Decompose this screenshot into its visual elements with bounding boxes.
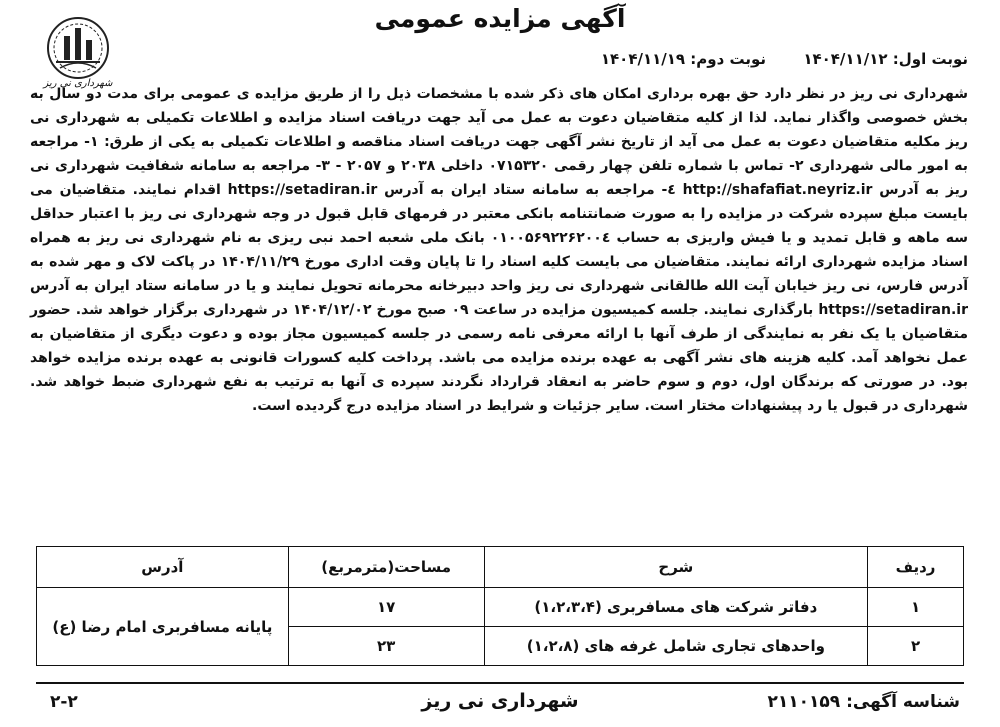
row-number: ۱: [868, 588, 964, 627]
row-address: پایانه مسافربری امام رضا (ع): [37, 588, 289, 666]
page-title: آگهی مزایده عمومی: [374, 4, 626, 33]
notice-paragraph: شهرداری نی ریز در نظر دارد حق بهره برداری امکان های ذکر شده با مشخصات ذیل را از طریق مزایده ی عمومی برای مدت دو سال به بخش خصوصی واگذار نماید. لذا از کلیه متقاضیان دعوت به عمل می آید جهت دریافت اسناد مزایده و اطلاعات تکمیلی به شهرداری نی ریز مکلیه متقاضیان دعوت به عمل می آید از تاریخ نشر آگهی جهت دریافت اسناد مناقصه و اطلاعات تکمیلی به یکی از طرق: ۱- مراجعه به امور مالی شهرداری ۲- تماس با شماره تلفن چهار رقمی ۰۷۱۵۳۲۰ داخلی ۲۰۳۸ و ۲۰۵۷ - ۳- مراجعه به سامانه شفافیت شهرداری نی ریز به آدرس http://shafafiat.neyriz.ir ٤- مراجعه به سامانه ستاد ایران به آدرس https://setadiran.ir اقدام نمایند. متقاضیان می بایست مبلغ سپرده شرکت در مزایده را به صورت ضمانتنامه بانکی معتبر در فرمهای قابل قبول در وجه شهرداری نی ریز با اعتبار حداقل سه ماهه و قابل تمدید و یا فیش واریزی به حساب ۰۱۰۰۵۶۹۲۲۶۲۰۰٤ بانک ملی شعبه احمد نبی ریزی به نام شهرداری نی ریز به همراه اسناد مزایده شهرداری ارائه نمایند. متقاضیان می بایست کلیه اسناد را تا پایان وقت اداری مورخ ۱۴۰۴/۱۱/۲۹ در پاکت لاک و مهر شده به آدرس فارس، نی ریز خیابان آیت الله طالقانی شهرداری نی ریز واحد دبیرخانه محرمانه تحویل نمایند و یا در سامانه ستاد ایران به آدرس https://setadiran.ir بارگذاری نمایند. جلسه کمیسیون مزایده در ساعت ۰۹ صبح مورخ ۱۴۰۴/۱۲/۰۲ در شهرداری برگزار خواهد شد. حضور متقاضیان یا یک نفر به نمایندگی از طرف آنها با ارائه معرفی نامه رسمی در جلسه کمیسیون مجاز بوده و دعوت دیگری از متقاضیان به عمل نخواهد آمد. کلیه هزینه های نشر آگهی به عهده برنده مزایده می باشد. پرداخت کلیه کسورات قانونی به عهده برنده مزایده خواهد بود. در صورتی که برندگان اول، دوم و سوم حاضر به انعقاد قرارداد نگردند سپرده ی آنها به ترتیب به نفع شهرداری ضبط خواهد شد. شهرداری در قبول یا رد پیشنهادات مختار است. سایر جزئیات و شرایط در اسناد مزایده درج گردیده است.: [30, 86, 968, 414]
page-number: ۲-۲: [50, 692, 78, 712]
items-table: [36, 546, 964, 666]
footer: [36, 682, 964, 722]
footer-organization: شهرداری نی ریز: [421, 690, 579, 712]
ad-id: شناسه آگهی: ۲۱۱۰۱۵۹: [767, 692, 960, 712]
first-notice-date: نوبت اول: ۱۴۰۴/۱۱/۱۲: [803, 50, 968, 68]
table-header-row: [37, 547, 964, 588]
row-description: دفاتر شرکت های مسافربری (۱،۲،۳،۴): [484, 588, 867, 627]
second-notice-date: نوبت دوم: ۱۴۰۴/۱۱/۱۹: [600, 50, 767, 68]
row-area: ۱۷: [288, 588, 484, 627]
row-number: ۲: [868, 627, 964, 666]
notice-dates: [569, 50, 968, 68]
row-area: ۲۳: [288, 627, 484, 666]
header-description: شرح: [484, 547, 867, 588]
header-area: مساحت(مترمربع): [288, 547, 484, 588]
table-row: [37, 588, 964, 627]
header-row-number: ردیف: [868, 547, 964, 588]
row-description: واحدهای تجاری شامل غرفه های (۱،۲،۸): [484, 627, 867, 666]
notice-body: [30, 82, 968, 418]
logo-caption: شهرداری نی ریز: [43, 78, 113, 89]
header-address: آدرس: [37, 547, 289, 588]
